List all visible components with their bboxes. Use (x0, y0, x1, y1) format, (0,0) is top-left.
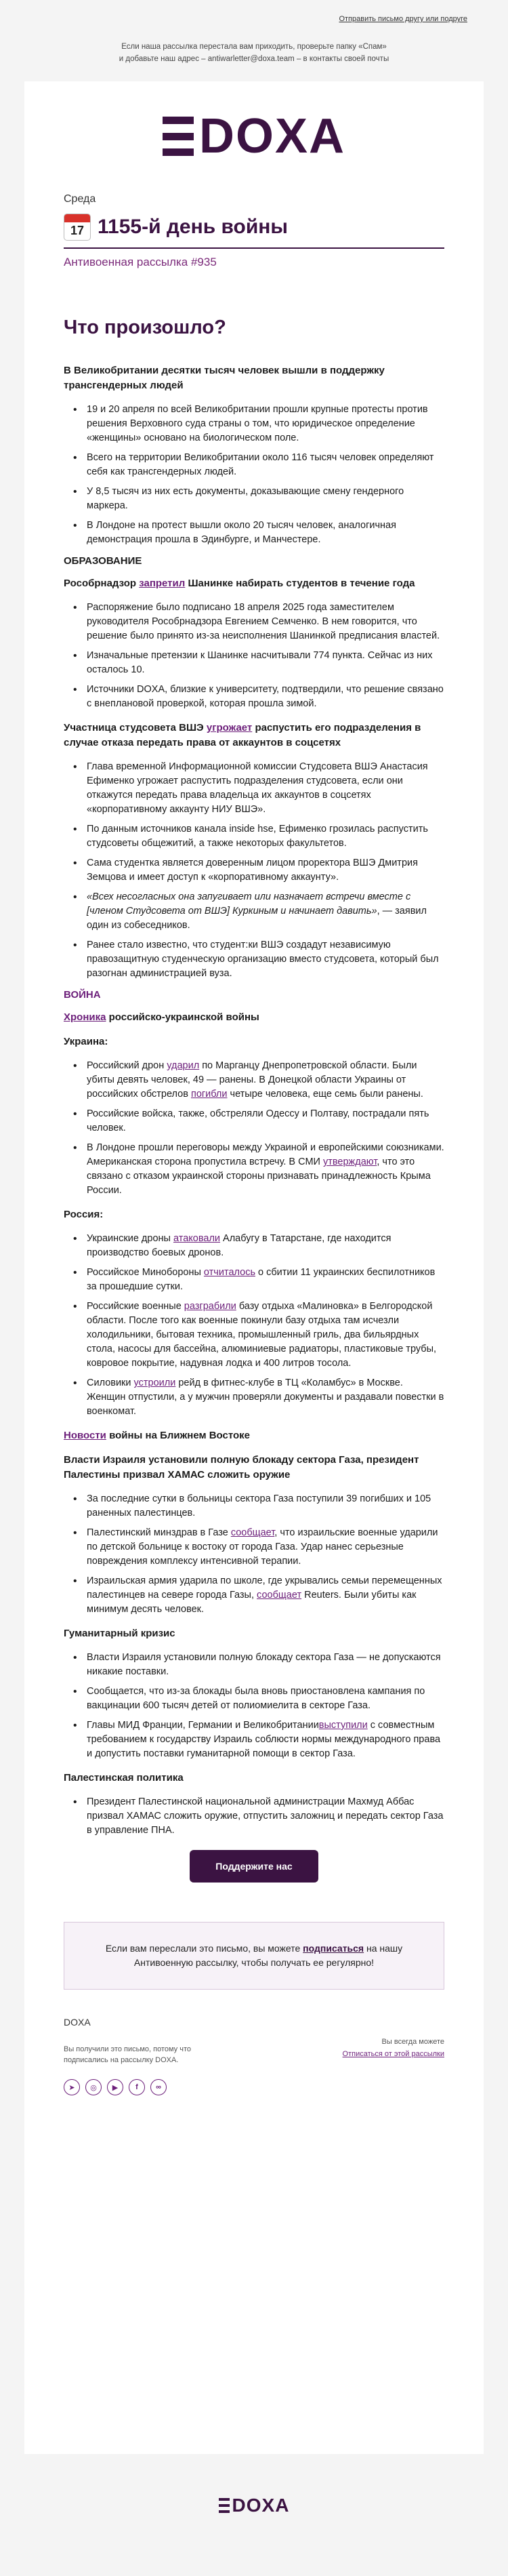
footer-brand: DOXA (64, 2017, 91, 2028)
list-item: • Украинские дроны атаковали Алабугу в Татарстане, где находится производство боевых дронов. (79, 1232, 444, 1260)
uk-list (79, 403, 444, 547)
reported-link[interactable]: отчиталось (203, 1267, 255, 1278)
mideast-news: Новости войны на Ближнем Востоке (64, 1430, 251, 1441)
list-item: • По данным источников канала inside hse, Ефименко грозилась распустить студсоветы общежитий, а также некоторых факультетов. (79, 822, 444, 851)
issue-title-row (64, 214, 444, 241)
mideast-sub1: Власти Израиля установили полную блокаду сектора Газа, президент Палестины призвал ХАМАС сложить оружие (64, 1454, 419, 1481)
list-item: • Всего на территории Великобритании около 116 тысяч человек определяют себя как трансгендерных людей. (79, 451, 444, 479)
list-item: • Силовики устроили рейд в фитнес-клубе в ТЦ «Коламбус» в Москве. Женщин отпустили, а у мужчин проверяли документы и раздавали повестки в военкомат. (79, 1376, 444, 1419)
politics-label: Палестинская политика (64, 1772, 184, 1784)
russia-label: Россия: (64, 1209, 104, 1220)
education-list-2 (79, 760, 444, 981)
telegram-icon[interactable]: ➤ (64, 2079, 80, 2095)
list-item: • В Лондоне на протест вышли около 20 тысяч человек, аналогичная демонстрация прошла в Эдинбурге, и Манчестере. (79, 519, 444, 547)
forward-link[interactable]: Отправить письмо другу или подруге (339, 15, 467, 23)
humanitarian-list (79, 1651, 444, 1761)
bottom-logo[interactable] (0, 2495, 508, 2516)
spam-line-1: Если наша рассылка перестала вам приходить, проверьте папку «Спам» (121, 43, 387, 51)
main-heading: Что произошло? (64, 317, 226, 338)
raid-link[interactable]: устроили (133, 1377, 176, 1388)
issue-subtitle: Антивоенная рассылка #935 (64, 256, 217, 268)
social-links (64, 2079, 444, 2095)
bottom-logo-word: DOXA (232, 2495, 290, 2516)
list-item: • За последние сутки в больницы сектора Газа поступили 39 погибших и 105 раненных палестинцев. (79, 1492, 444, 1521)
footer-right-line: Вы всегда можете (381, 2038, 444, 2046)
list-item: • Сообщается, что из-за блокады была вновь приостановлена кампания по вакцинации 600 тысяч детей от полиомиелита в секторе Газа. (79, 1685, 444, 1713)
title-divider (64, 247, 444, 249)
list-item: • Изначальные претензии к Шанинке насчитывали 774 пункта. Сейчас из них осталось 10. (79, 649, 444, 677)
issue-title: 1155-й день войны (98, 216, 289, 238)
bottom-logo-bars-icon (219, 2498, 230, 2513)
list-item: • 19 и 20 апреля по всей Великобритании прошли крупные протесты против решения Верховного суда страны о том, что юридическое определение «женщины» основано на биологическом поле. (79, 403, 444, 445)
chronicle-link[interactable]: Хроника (64, 1011, 106, 1023)
attacked-link[interactable]: атаковали (173, 1233, 221, 1244)
education-sub2: Участница студсовета ВШЭ угрожает распустить его подразделения в случае отказа передать права от аккаунтов в соцсетях (64, 722, 421, 748)
logo-area (64, 81, 444, 193)
list-item: • Российское Минобороны отчиталось о сбитии 11 украинских беспилотников за прошедшие сутки. (79, 1266, 444, 1294)
list-item: • Ранее стало известно, что студент:ки ВШЭ создадут независимую правозащитную студенческую организацию вместо студсовета, который был разогнан администрацией вуза. (79, 938, 444, 981)
reports-link-2[interactable]: сообщает (257, 1590, 302, 1601)
war-chronicle: Хроника российско-украинской войны (64, 1011, 259, 1023)
humanitarian-label: Гуманитарный кризис (64, 1628, 175, 1639)
list-item: • Распоряжение было подписано 18 апреля 2025 года заместителем руководителя Рособрнадзора Евгением Семченко. В нем говорится, что решение было принято из-за неисполнения Шанинкой предписания властей. (79, 601, 444, 643)
struck-link[interactable]: ударил (167, 1060, 200, 1071)
list-item: • Главы МИД Франции, Германии и Великобританиивыступили с совместным требованием к государству Израиль соблюсти нормы международного права и допустить поставки гуманитарной помощи в сектор Газа. (79, 1718, 444, 1761)
subscribe-promo: Если вам переслали это письмо, вы можете подписаться на нашу Антивоенную рассылку, чтобы получать ее регулярно! (64, 1922, 444, 1990)
support-button-wrap (64, 1850, 444, 1883)
unsubscribe-link[interactable]: Отписаться от этой рассылки (342, 2050, 444, 2058)
spam-line-2: и добавьте наш адрес – antiwarletter@doxa.team – в контакты своей почты (119, 55, 389, 63)
footer-right (343, 2036, 444, 2060)
list-item: • «Всех несогласных она запугивает или назначает встречи вместе с [членом Студсовета от ВШЭ] Куркиным и начинает давить», — заявил один из собеседников. (79, 890, 444, 933)
claim-link[interactable]: утверждают (322, 1156, 377, 1167)
list-item: • Источники DOXA, близкие к университету, подтвердили, что решение связано с внеплановой проверкой, которая прошла зимой. (79, 683, 444, 711)
support-button[interactable]: Поддержите нас (190, 1850, 318, 1883)
footer (64, 2017, 444, 2125)
instagram-icon[interactable]: ◎ (85, 2079, 102, 2095)
ukraine-list (79, 1059, 444, 1198)
list-item: • Власти Израиля установили полную блокаду сектора Газа — не допускаются никакие поставки. (79, 1651, 444, 1679)
education-caption: ОБРАЗОВАНИЕ (64, 555, 142, 567)
threatens-link[interactable]: угрожает (206, 722, 253, 733)
list-item: • Израильская армия ударила по школе, где укрывались семьи перемещенных палестинцев на севере города Газы, сообщает Reuters. Были убиты как минимум десять человек. (79, 1574, 444, 1617)
calendar-icon: 17 (64, 214, 91, 241)
list-item: • Российский дрон ударил по Марганцу Днепропетровской области. Были убиты девять человек, 49 — ранены. В Донецкой области Украины от российских обстрелов погибли четыре человека, еще семь были ранены. (79, 1059, 444, 1102)
spam-notice (0, 0, 508, 65)
link-icon[interactable]: ∞ (150, 2079, 167, 2095)
education-sub1: Рособрнадзор запретил Шанинке набирать студентов в течение года (64, 578, 415, 589)
russia-list (79, 1232, 444, 1419)
facebook-icon[interactable]: f (129, 2079, 145, 2095)
mideast-list (79, 1492, 444, 1617)
uk-lead: В Великобритании десятки тысяч человек вышли в поддержку трансгендерных людей (64, 365, 385, 391)
list-item: • Президент Палестинской национальной администрации Махмуд Аббас призвал ХАМАС сложить оружие, отпустить заложниц и передать сектор Газа в управление ПНА. (79, 1795, 444, 1838)
doxa-logo[interactable] (163, 109, 346, 163)
banned-link[interactable]: запретил (139, 578, 186, 589)
day-label: Среда (64, 193, 96, 205)
list-item: • Глава временной Информационной комиссии Студсовета ВШЭ Анастасия Ефименко угрожает распустить подразделения студсовета, если они откажутся передать права владельца их аккаунтов в соцсетях «корпоративному аккаунту НИУ ВШЭ». (79, 760, 444, 817)
looted-link[interactable]: разграбили (184, 1301, 236, 1312)
list-item: • Палестинский минздрав в Газе сообщает, что израильские военные ударили по детской больнице к востоку от города Газа. Удар нанес серьезные повреждения комплексу интенсивной терапии. (79, 1526, 444, 1569)
reports-link[interactable]: сообщает (230, 1527, 275, 1538)
email-card (24, 81, 484, 2454)
spoke-link[interactable]: выступили (318, 1720, 368, 1731)
politics-list (79, 1795, 444, 1838)
education-list-1 (79, 601, 444, 711)
footer-note: Вы получили это письмо, потому что подписались на рассылку DOXA. (64, 2045, 191, 2064)
news-link[interactable]: Новости (64, 1430, 106, 1441)
logo-word: DOXA (198, 109, 346, 163)
list-item: • У 8,5 тысяч из них есть документы, доказывающие смену гендерного маркера. (79, 485, 444, 513)
logo-bars-icon (163, 117, 194, 156)
ukraine-label: Украина: (64, 1036, 108, 1047)
killed-link[interactable]: погибли (190, 1089, 228, 1100)
email-preheader (0, 0, 508, 81)
list-item: • В Лондоне прошли переговоры между Украиной и европейскими союзниками. Американская сторона пропустила встречу. В СМИ утверждают, что это связано с отказом украинской стороны признавать принадлежность Крыма России. (79, 1141, 444, 1198)
list-item: • Сама студентка является доверенным лицом проректора ВШЭ Дмитрия Земцова и имеет доступ к «корпоративному аккаунту». (79, 856, 444, 885)
list-item: • Российские военные разграбили базу отдыха «Малиновка» в Белгородской области. После того как военные покинули базу отдыха там исчезли холодильники, бытовая техника, промышленный гриль, два бильярдных стола, насосы для бассейна, алюминиевые радиаторы, пластиковые трубы, ковровое покрытие, надувная лодка и 400 литров тосола. (79, 1300, 444, 1371)
list-item: • Российские войска, также, обстреляли Одессу и Полтаву, пострадали пять человек. (79, 1107, 444, 1135)
war-caption: ВОЙНА (64, 989, 101, 1001)
youtube-icon[interactable]: ▶ (107, 2079, 123, 2095)
subscribe-link[interactable]: подписаться (303, 1943, 364, 1954)
